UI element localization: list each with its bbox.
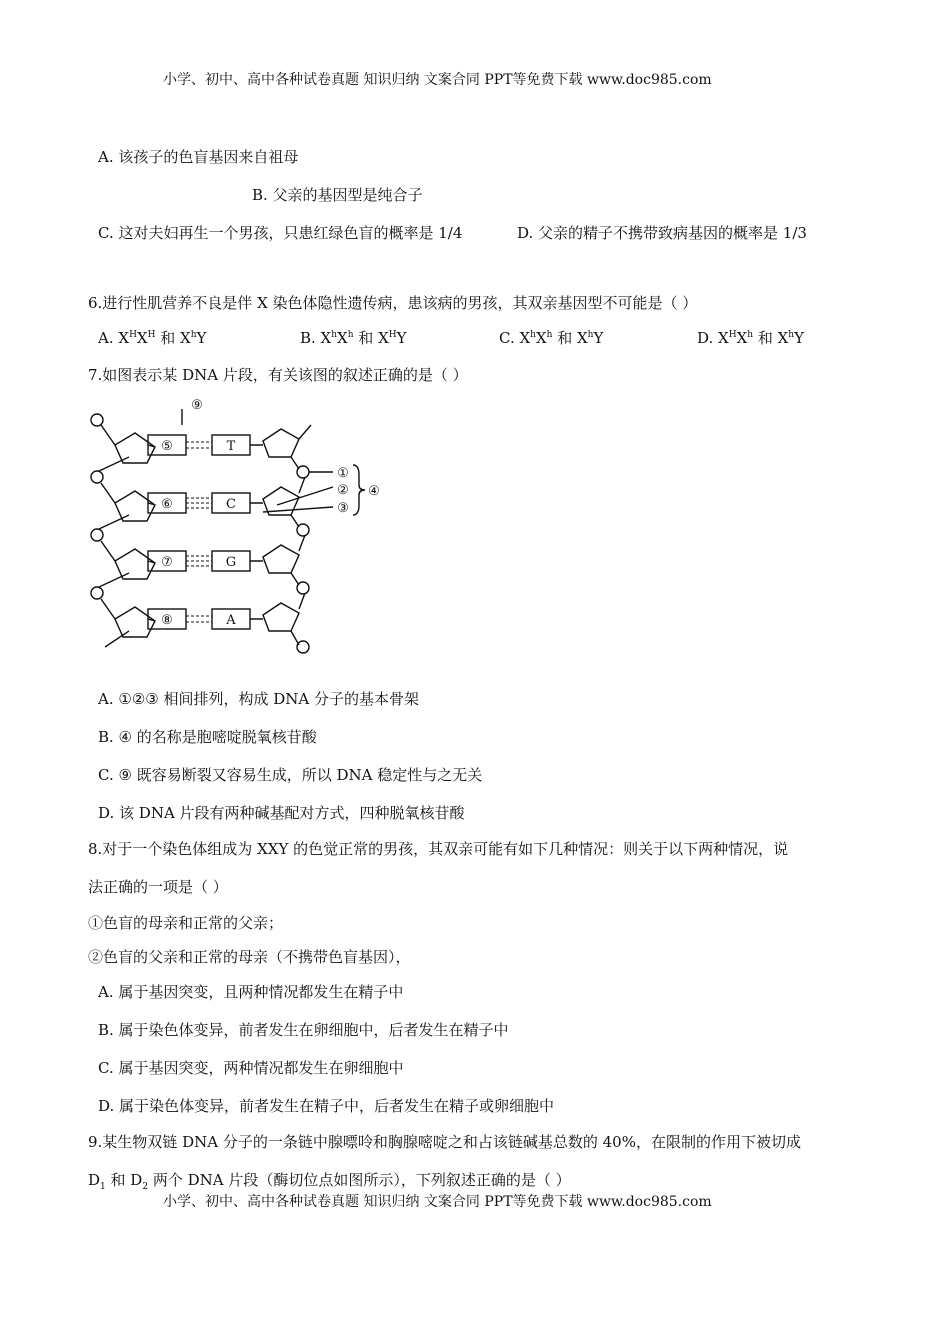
label-6: ⑥ [161, 497, 173, 512]
q8-option-b: B. 属于染色体变异，前者发生在卵细胞中，后者发生在精子中 [98, 1021, 509, 1039]
base-a: A [226, 613, 236, 628]
phosphate-right-3 [297, 582, 309, 594]
q6-option-a: A. $X^HX^H$ 和 $X^hY$ [98, 329, 207, 347]
q6-option-b: B. $X^hX^h$ 和 $X^HY$ [300, 329, 407, 347]
q8-stem-line1: 8.对于一个染色体组成为 XXY 的色觉正常的男孩，其双亲可能有如下几种情况：则关于以下两种情况，说 [88, 840, 789, 858]
q9-stem-line2: $D_1$ 和 $D_2$ 两个 DNA 片段（酶切位点如图所示），下列叙述正确的是（ ） [88, 1171, 571, 1192]
base-c: C [226, 497, 236, 512]
callout-1: ① [337, 466, 349, 481]
q9-stem-line1: 9.某生物双链 DNA 分子的一条链中腺嘌呤和胸腺嘧啶之和占该链碱基总数的 40%，在限制的作用下被切成 [88, 1133, 801, 1151]
q8-option-d: D. 属于染色体变异，前者发生在精子中，后者发生在精子或卵细胞中 [98, 1097, 555, 1115]
phosphate-left-1 [91, 414, 103, 426]
base-t: T [226, 439, 236, 454]
q5-option-c: C. 这对夫妇再生一个男孩，只患红绿色盲的概率是 1/4 [98, 224, 463, 242]
callout-9: ⑨ [191, 398, 203, 413]
q6-stem: 6.进行性肌营养不良是伴 X 染色体隐性遗传病，患该病的男孩，其双亲基因型不可能是（ ） [88, 294, 698, 312]
base-g: G [225, 555, 237, 570]
q7-stem: 7.如图表示某 DNA 片段，有关该图的叙述正确的是（ ） [88, 366, 468, 384]
phosphate-left-3 [91, 529, 103, 541]
q8-case-2: ②色盲的父亲和正常的母亲（不携带色盲基因）， [88, 948, 411, 966]
dna-fragment-figure [85, 395, 385, 660]
phosphate-left-4 [91, 587, 103, 599]
q8-option-c: C. 属于基因突变，两种情况都发生在卵细胞中 [98, 1059, 404, 1077]
callout-3: ③ [337, 501, 349, 516]
q5-option-d: D. 父亲的精子不携带致病基因的概率是 1/3 [517, 224, 807, 242]
sugar-left-2 [115, 491, 155, 521]
sugar-right-1 [263, 429, 299, 457]
label-8: ⑧ [161, 613, 173, 628]
sugar-left-1 [115, 433, 155, 463]
phosphate-right-1 [297, 466, 309, 478]
q8-option-a: A. 属于基因突变，且两种情况都发生在精子中 [98, 983, 404, 1001]
q6-option-c: C. $X^hX^h$ 和 $X^hY$ [499, 329, 604, 347]
label-5: ⑤ [161, 439, 173, 454]
phosphate-left-2 [91, 471, 103, 483]
page-footer: 小学、初中、高中各种试卷真题 知识归纳 文案合同 PPT等免费下载 www.doc985.com [163, 1194, 712, 1210]
q5-option-a: A. 该孩子的色盲基因来自祖母 [98, 148, 299, 166]
q6-option-d: D. $X^HX^h$ 和 $X^hY$ [697, 329, 804, 347]
q5-option-b: B. 父亲的基因型是纯合子 [252, 186, 423, 204]
q7-option-c: C. ⑨ 既容易断裂又容易生成，所以 DNA 稳定性与之无关 [98, 766, 483, 784]
q8-case-1: ①色盲的母亲和正常的父亲； [88, 914, 284, 932]
phosphate-right-4 [297, 641, 309, 653]
q7-option-d: D. 该 DNA 片段有两种碱基配对方式，四种脱氧核苷酸 [98, 804, 465, 822]
sugar-left-3 [115, 549, 155, 579]
q7-option-a: A. ①②③ 相间排列，构成 DNA 分子的基本骨架 [98, 690, 420, 708]
page-header: 小学、初中、高中各种试卷真题 知识归纳 文案合同 PPT等免费下载 www.doc985.com [163, 72, 712, 88]
sugar-right-3 [263, 545, 299, 573]
callout-4: ④ [368, 484, 380, 499]
phosphate-right-2 [297, 524, 309, 536]
label-7: ⑦ [161, 555, 173, 570]
q7-option-b: B. ④ 的名称是胞嘧啶脱氧核苷酸 [98, 728, 317, 746]
sugar-right-4 [263, 603, 299, 631]
q8-stem-line2: 法正确的一项是（ ） [88, 878, 228, 896]
callout-2: ② [337, 483, 349, 498]
sugar-left-4 [115, 607, 155, 637]
